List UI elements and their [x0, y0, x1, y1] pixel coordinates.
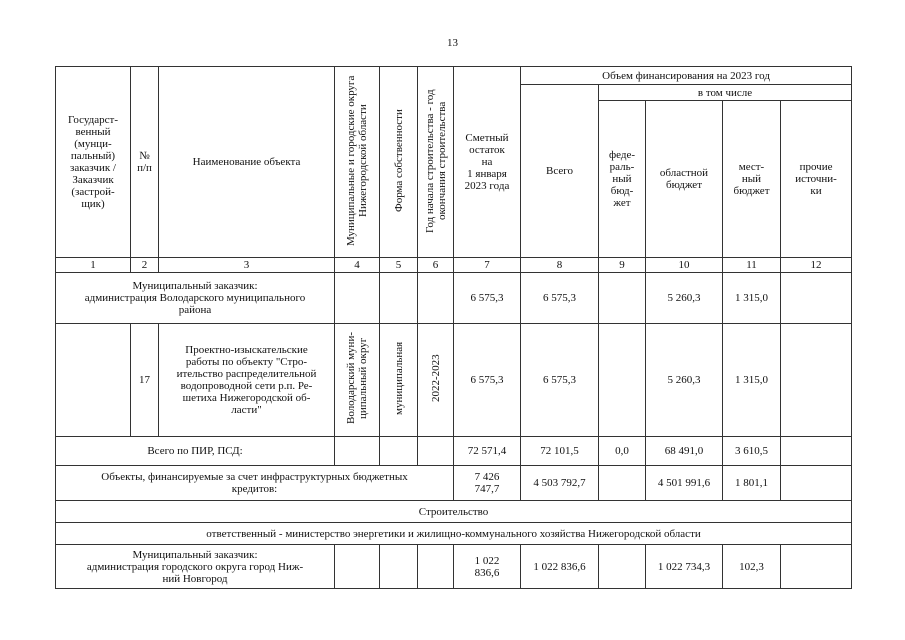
number-cell: 17	[131, 324, 159, 437]
column-number: 8	[521, 258, 599, 273]
table-row-infrastructure	[56, 466, 852, 501]
total-cell: 6 575,3	[521, 324, 599, 437]
header-object-name: Наименование объекта	[159, 67, 335, 258]
total-pir-label: Всего по ПИР, ПСД:	[56, 437, 335, 466]
other-cell	[781, 437, 852, 466]
table-row-responsible	[56, 523, 852, 545]
table-row-nn-customer	[56, 545, 852, 589]
responsible-ministry: ответственный - министерство энергетики и жилищно-коммунального хозяйства Нижегородской области	[56, 523, 852, 545]
local-cell: 3 610,5	[723, 437, 781, 466]
table-row-total-pir	[56, 437, 852, 466]
header-regional: областной бюджет	[646, 101, 723, 258]
regional-cell: 5 260,3	[646, 273, 723, 324]
ownership-cell: муниципальная	[380, 324, 418, 437]
header-local: мест- ный бюджет	[723, 101, 781, 258]
years-cell: 2022-2023	[418, 324, 454, 437]
infrastructure-label: Объекты, финансируемые за счет инфраструктурных бюджетных кредитов:	[56, 466, 454, 501]
column-number-row	[56, 258, 852, 273]
federal-cell: 0,0	[599, 437, 646, 466]
column-number: 5	[380, 258, 418, 273]
column-number: 7	[454, 258, 521, 273]
estimate-cell: 6 575,3	[454, 324, 521, 437]
column-number: 10	[646, 258, 723, 273]
total-cell: 72 101,5	[521, 437, 599, 466]
financing-table	[55, 66, 852, 589]
estimate-cell: 6 575,3	[454, 273, 521, 324]
estimate-cell: 72 571,4	[454, 437, 521, 466]
header-total: Всего	[521, 85, 599, 258]
page-number: 13	[447, 37, 458, 49]
table-row-volodarsky-customer	[56, 273, 852, 324]
header-other: прочие источни- ки	[781, 101, 852, 258]
column-number: 11	[723, 258, 781, 273]
table-row-construction	[56, 501, 852, 523]
regional-cell: 68 491,0	[646, 437, 723, 466]
regional-cell: 4 501 991,6	[646, 466, 723, 501]
column-number: 6	[418, 258, 454, 273]
header-row-1	[56, 67, 852, 85]
header-funding-volume: Объем финансирования на 2023 год	[521, 67, 852, 85]
estimate-cell: 1 022 836,6	[454, 545, 521, 589]
table-row-object-17	[56, 324, 852, 437]
customer-cell	[56, 324, 131, 437]
column-number: 1	[56, 258, 131, 273]
total-cell: 4 503 792,7	[521, 466, 599, 501]
federal-cell	[599, 545, 646, 589]
local-cell: 1 801,1	[723, 466, 781, 501]
header-ownership: Форма собственности	[380, 67, 418, 258]
section-heading-construction: Строительство	[56, 501, 852, 523]
federal-cell	[599, 466, 646, 501]
customer-label: Муниципальный заказчик: администрация Володарского муниципального района	[56, 273, 335, 324]
header-customer: Государст- венный (мунци- пальный) заказчик / Заказчик (застрой- щик)	[56, 67, 131, 258]
estimate-cell: 7 426 747,7	[454, 466, 521, 501]
header-municipality: Муниципальные и городские округа Нижегородской области	[335, 67, 380, 258]
column-number: 2	[131, 258, 159, 273]
column-number: 9	[599, 258, 646, 273]
object-name-cell: Проектно-изыскательские работы по объекту "Стро- ительство распределительной водопроводной сети р.п. Ре- шетиха Нижегородской об- ласти"	[159, 324, 335, 437]
header-years: Год начала строительства - год окончания строительства	[418, 67, 454, 258]
other-cell	[781, 545, 852, 589]
local-cell: 1 315,0	[723, 273, 781, 324]
other-cell	[781, 273, 852, 324]
federal-cell	[599, 324, 646, 437]
column-number: 4	[335, 258, 380, 273]
header-estimate-balance: Сметный остаток на 1 января 2023 года	[454, 67, 521, 258]
other-cell	[781, 324, 852, 437]
total-cell: 6 575,3	[521, 273, 599, 324]
header-including: в том числе	[599, 85, 852, 101]
local-cell: 102,3	[723, 545, 781, 589]
header-federal: феде- раль- ный бюд- жет	[599, 101, 646, 258]
customer-label: Муниципальный заказчик: администрация городского округа город Ниж- ний Новгород	[56, 545, 335, 589]
municipality-cell: Володарский муни- ципальный округ	[335, 324, 380, 437]
local-cell: 1 315,0	[723, 324, 781, 437]
column-number: 3	[159, 258, 335, 273]
federal-cell	[599, 273, 646, 324]
regional-cell: 1 022 734,3	[646, 545, 723, 589]
column-number: 12	[781, 258, 852, 273]
total-cell: 1 022 836,6	[521, 545, 599, 589]
other-cell	[781, 466, 852, 501]
regional-cell: 5 260,3	[646, 324, 723, 437]
header-number: № п/п	[131, 67, 159, 258]
